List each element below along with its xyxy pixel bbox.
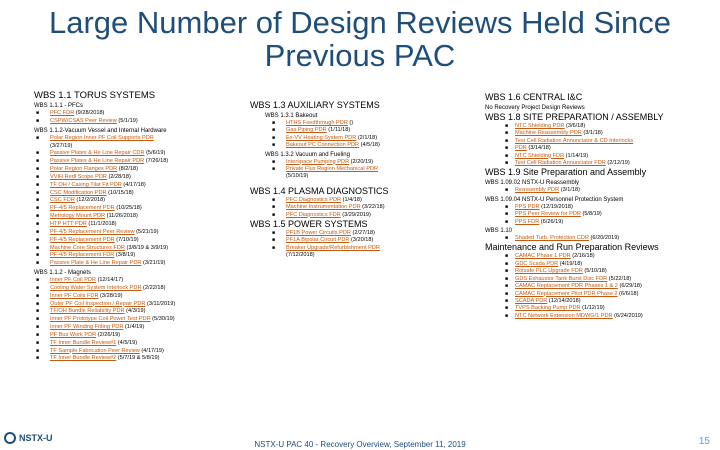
maintenance-review-list <box>485 253 717 320</box>
review-item <box>34 229 284 237</box>
review-link[interactable]: Rotsafe PLC Upgrade FDR <box>515 268 583 275</box>
review-date: (1/11/18) <box>326 127 351 134</box>
review-item <box>34 135 284 143</box>
review-date: (3/8/19 & 3/9/19) <box>124 244 169 251</box>
review-date: (5/21/19) <box>134 228 159 235</box>
review-link[interactable]: Machine Instrumentation PDR <box>286 204 361 211</box>
review-item <box>270 230 480 237</box>
review-link[interactable]: Passive Plate & He Line Repair PDR <box>50 260 142 267</box>
wbs-1-8-heading: WBS 1.8 SITE PREPARATION / ASSEMBLY <box>485 112 664 122</box>
wbs-magnets-subheading: WBS 1.1.2 - Magnets <box>34 270 92 277</box>
review-item <box>34 110 284 118</box>
diagnostics-review-list <box>270 197 480 219</box>
review-date: (2/26/19) <box>96 331 121 338</box>
review-item <box>485 187 717 194</box>
review-link[interactable]: PDR <box>515 145 527 152</box>
review-date: (10/25/18) <box>114 205 142 212</box>
review-link[interactable]: Shaded Turb. Protection CDR <box>515 235 589 242</box>
review-item <box>34 340 284 348</box>
review-link[interactable]: Passive Plates & He Line Repair CDR <box>50 150 145 157</box>
maintenance-heading: Maintenance and Run Preparation Reviews <box>485 242 659 253</box>
review-link[interactable]: GDS Exhaustor Tank Burst Disc FDR <box>515 275 608 282</box>
review-date: (5/30/19) <box>150 316 175 323</box>
review-item <box>34 285 284 293</box>
power-systems-review-list <box>270 230 480 260</box>
review-link[interactable]: PFC Diagnostics PDR <box>286 196 342 203</box>
review-item <box>34 355 284 363</box>
review-item <box>34 252 284 260</box>
review-item <box>485 276 717 283</box>
page-number: 15 <box>698 436 710 447</box>
review-item <box>485 305 717 312</box>
review-link[interactable]: TF/OH Bundle Reliability PDR <box>50 308 125 315</box>
review-item <box>34 182 284 190</box>
wbs-1-1-1-subheading: WBS 1.1.1 - PFCs <box>34 103 84 109</box>
review-item <box>270 245 480 252</box>
review-link[interactable]: PF1A Bipolar Circuit PDR <box>286 237 350 244</box>
review-link[interactable]: NTC Network Extension MDWG/1 PDR <box>515 312 613 319</box>
review-date: (1/14/19) <box>564 152 589 159</box>
review-link[interactable]: Gas Piping PDR <box>286 127 327 134</box>
review-item <box>270 212 480 219</box>
review-link[interactable]: NTC Shielding PDR <box>515 123 565 129</box>
review-date: (4/17/19) <box>139 347 164 354</box>
review-link[interactable]: TF Inner Bundle Review#2 <box>50 355 117 362</box>
review-item <box>270 120 480 127</box>
review-date: (4/17/18) <box>121 181 146 188</box>
review-link[interactable]: PPS PDR <box>515 203 540 210</box>
review-item <box>34 221 284 229</box>
review-link[interactable]: CSC FDR <box>50 197 75 204</box>
review-item <box>34 277 284 285</box>
review-date: (6/20/2019) <box>589 235 620 242</box>
review-item <box>485 145 717 152</box>
wbs-1-5-heading: WBS 1.5 POWER SYSTEMS <box>250 219 368 230</box>
review-link[interactable]: Test Cell Radiation Annunciator FDR <box>515 160 606 167</box>
review-item <box>485 219 717 226</box>
review-date: (7/10/19) <box>114 236 139 243</box>
review-date: (5/1/19) <box>116 117 138 124</box>
review-link[interactable]: SCADA PDR <box>515 297 548 304</box>
review-date: (2/12/19) <box>605 160 630 167</box>
review-item <box>485 253 717 260</box>
review-date: (7/26/18) <box>144 158 169 165</box>
bakeout-review-list <box>270 120 480 150</box>
wbs-1-4-heading: WBS 1.4 PLASMA DIAGNOSTICS <box>250 185 389 196</box>
wbs-1-10-review-list <box>485 235 717 242</box>
review-item <box>34 316 284 324</box>
review-date: (2/16/18) <box>570 253 595 260</box>
review-date: (8/2/18) <box>117 166 139 173</box>
review-date: (2/20/19) <box>349 158 374 165</box>
review-item <box>485 211 717 218</box>
review-date: (2/28/18) <box>106 173 131 180</box>
review-link[interactable]: HTHS Feedthrough PDR <box>286 120 348 126</box>
review-date: (3/22/18) <box>360 204 385 211</box>
footer-text: NSTX-U PAC 40 - Recovery Overview, September 11, 2019 <box>254 440 466 449</box>
bakeout-subheading: WBS 1.3.1 Bakeout <box>265 113 318 119</box>
review-item <box>485 291 717 298</box>
review-item <box>270 204 480 211</box>
review-date: (3/8/19) <box>114 252 136 259</box>
review-date: (5/22/18) <box>607 275 632 282</box>
review-date: (7/12/2018) <box>286 252 315 259</box>
review-link[interactable]: PF-4/5 Replacement PDR <box>50 205 115 212</box>
site-prep-column <box>485 92 717 320</box>
review-date: (1/4/18) <box>341 196 362 203</box>
review-item <box>34 205 284 213</box>
review-date: (4/19/18) <box>558 260 583 267</box>
review-link[interactable]: Breaker Upgrade/Refurbishment PDR <box>286 244 380 251</box>
review-date: (3/1/18) <box>559 187 580 194</box>
review-item <box>34 324 284 332</box>
review-date: (3/27/19) <box>50 142 73 149</box>
review-link[interactable]: PFC FDR <box>50 110 75 116</box>
wbs-1-1-heading: WBS 1.1 TORUS SYSTEMS <box>34 90 156 101</box>
review-link[interactable]: Passive Plates & He Line Repair PDR <box>50 158 145 165</box>
reassembly-review-list <box>485 187 717 194</box>
wbs-1-6-heading: WBS 1.6 CENTRAL I&C <box>485 92 583 102</box>
review-item <box>485 235 717 242</box>
review-link[interactable]: CAMAC Phase 1 PDR <box>515 253 571 260</box>
review-link[interactable]: Bakeout PC Connection PDR <box>286 142 360 149</box>
review-item <box>485 204 717 211</box>
review-date: (9/28/2018) <box>74 110 105 116</box>
review-item <box>34 166 284 174</box>
no-reviews-note: No Recovery Project Design Reviews <box>485 105 585 111</box>
pps-review-list <box>485 204 717 226</box>
review-date: (5/10/18) <box>582 268 607 275</box>
slide-title: Large Number of Design Reviews Held Since Previous PAC <box>48 5 671 73</box>
review-item <box>270 173 480 180</box>
magnets-review-list <box>34 277 284 363</box>
review-link[interactable]: Outer PF Coil Inspection / Repair PDR <box>50 300 146 307</box>
review-date: (12/14/2018) <box>547 297 581 304</box>
review-link[interactable]: TF OH / Casing Tilat Fit PDR <box>50 181 122 188</box>
review-link[interactable]: PF-4/5 Replacement FDR <box>50 252 115 259</box>
review-link[interactable]: Private Flux Region Mechanical PDR <box>286 166 379 173</box>
review-date: (1/4/19) <box>123 324 145 331</box>
review-date: (3/28/19) <box>98 292 123 299</box>
review-item <box>34 293 284 301</box>
vacuum-fueling-subheading: WBS 1.3.2 Vacuum and Fueling <box>265 151 350 158</box>
review-item <box>270 127 480 134</box>
review-item <box>34 301 284 309</box>
review-item <box>485 298 717 305</box>
review-link[interactable]: NTC Shielding FDR <box>515 152 565 159</box>
review-date: (5/6/19) <box>144 150 166 157</box>
review-link[interactable]: Reassembly PDR <box>515 187 560 194</box>
vacuum-fueling-review-list <box>270 159 480 181</box>
review-item <box>34 190 284 198</box>
review-link[interactable]: GDC Scada PDR <box>515 260 559 267</box>
review-date: (11/1/2018) <box>86 220 117 227</box>
review-date: (2/1/18) <box>356 134 378 141</box>
review-link[interactable]: PF-4/5 Replacement PDR <box>50 236 115 243</box>
review-link[interactable]: PF Bus Work PDR <box>50 331 97 338</box>
review-link[interactable]: VVIH Redl Scope PDR <box>50 173 107 180</box>
review-link[interactable]: Test Cell Radiation Annunciator & CD Interlocks <box>515 137 634 144</box>
review-date: (5/8/19) <box>580 211 602 218</box>
review-item <box>34 174 284 182</box>
review-item <box>485 138 717 145</box>
vacuum-vessel-review-list <box>34 135 284 268</box>
review-link[interactable]: PF1B Power Circuits PDR <box>286 230 351 237</box>
review-link[interactable]: Ex-VV Heating System PDR <box>286 134 357 141</box>
review-item <box>34 150 284 158</box>
review-date: (12/14/17) <box>96 277 124 284</box>
review-date: (6/26/19) <box>539 218 564 225</box>
review-link[interactable]: PF-4/5 Replacement Peer Review <box>50 228 135 235</box>
review-item <box>485 160 717 167</box>
review-item <box>270 166 480 173</box>
review-date: (4/5/18) <box>359 142 380 149</box>
review-link[interactable]: TVPS Backing Pump PDR <box>515 305 581 312</box>
review-date: (4/3/19) <box>124 308 146 315</box>
reassembly-subheading: WBS 1.09.02 NSTX-U Reassembly <box>485 180 580 187</box>
review-date: (2/22/18) <box>141 284 166 291</box>
review-item <box>485 268 717 275</box>
review-date: (3/6/18) <box>564 123 586 129</box>
review-item <box>485 261 717 268</box>
pps-subheading: WBS 1.09.04 NSTX-U Personnel Protection System <box>485 196 624 203</box>
review-date: (2/27/18) <box>350 230 375 237</box>
review-link[interactable]: Polar Region Flanges PDR <box>50 166 118 173</box>
review-link[interactable]: CSC Modification PDR <box>50 189 107 196</box>
review-item <box>485 123 717 130</box>
review-item <box>270 135 480 142</box>
nstx-u-logo-text: NSTX-U <box>19 433 53 443</box>
review-link[interactable]: Machine Core Structures FDR <box>50 244 125 251</box>
review-item <box>34 245 284 253</box>
review-item <box>270 159 480 166</box>
review-date: (11/26/2018) <box>105 213 138 220</box>
review-item <box>485 153 717 160</box>
review-item <box>34 237 284 245</box>
review-date: (6/24/2019) <box>612 312 643 319</box>
review-date: (3/14/18) <box>526 145 551 152</box>
review-date: (3/21/19) <box>141 260 166 267</box>
review-item <box>485 283 717 290</box>
review-link[interactable]: Cooling Water System Interlock PDR <box>50 284 142 291</box>
review-item <box>34 118 284 126</box>
review-item <box>270 252 480 259</box>
review-item <box>34 348 284 356</box>
review-date: (4/5/19) <box>116 339 138 346</box>
review-date: (3/20/18) <box>349 237 374 244</box>
torus-systems-column <box>34 90 284 363</box>
review-date: (12/2/2018) <box>74 197 106 204</box>
review-link[interactable]: CAMAC Replacement Pilot PDR Phase 2 <box>515 290 618 297</box>
wbs-1-1-2-vv-subheading: WBS 1.1.2-Vacuum Vessel and Internal Hardware <box>34 127 167 134</box>
wbs-1-3-heading: WBS 1.3 AUXILIARY SYSTEMS <box>250 100 380 110</box>
review-link[interactable]: Polar Region Inner PF Coil Supports PDR <box>50 134 154 141</box>
review-item <box>270 197 480 204</box>
review-item <box>34 260 284 268</box>
review-link[interactable]: Machine Reassembly PDR <box>515 130 582 137</box>
review-date: (6/6/18) <box>617 290 639 297</box>
pfc-review-list <box>34 110 284 126</box>
review-item <box>270 237 480 244</box>
review-link[interactable]: Inner PF Coil PDR <box>50 277 97 284</box>
review-link[interactable]: CSPW/CSAS Peer Review <box>50 117 117 124</box>
review-date: (5/10/19) <box>286 173 309 180</box>
wbs-1-10-subheading: WBS 1.10 <box>485 228 513 235</box>
site-prep-review-list <box>485 123 717 167</box>
review-item <box>270 142 480 149</box>
review-item <box>34 143 284 151</box>
review-date: (3/29/2019) <box>340 211 371 218</box>
review-link[interactable]: CAMAC Replacement PDR Phases 1 & 2 <box>515 283 618 290</box>
review-date: (1/12/19) <box>580 305 605 312</box>
review-item <box>34 213 284 221</box>
review-date: (3/11/2019) <box>145 300 176 307</box>
review-date: (6/29/18) <box>617 283 642 290</box>
wbs-1-9-heading: WBS 1.9 Site Preparation and Assembly <box>485 167 647 178</box>
review-date: (12/19/2018) <box>539 203 573 210</box>
review-date: () <box>347 120 354 126</box>
review-date: (3/1/18) <box>581 130 603 137</box>
review-item <box>485 313 717 320</box>
review-link[interactable]: PPS FDR <box>515 218 540 225</box>
review-item <box>34 197 284 205</box>
review-date: (10/15/18) <box>106 189 134 196</box>
review-link[interactable]: TF Sample Fabrication Peer Review <box>50 347 140 354</box>
review-item <box>34 332 284 340</box>
review-link[interactable]: Metrology Mount PDR <box>50 213 106 220</box>
review-link[interactable]: Inner PF Coils FDR <box>50 292 99 299</box>
review-link[interactable]: Inner PF Winding Fitting PDR <box>50 324 124 331</box>
review-link[interactable]: HTP HTT PDR <box>50 220 87 227</box>
review-link[interactable]: TF Inner Bundle Review#1 <box>50 339 117 346</box>
review-link[interactable]: Inner PF Prototype Coil Power Test PDR <box>50 316 151 323</box>
review-date: (5/7/19 & 5/8/19) <box>116 355 160 362</box>
review-link[interactable]: Interspace Pumping PDR <box>286 158 350 165</box>
review-item <box>34 308 284 316</box>
review-item <box>485 130 717 137</box>
review-link[interactable]: PFC Diagnostics FDR <box>286 211 341 218</box>
auxiliary-column <box>250 100 480 260</box>
review-item <box>34 158 284 166</box>
review-link[interactable]: PPS Peer Review for PDR <box>515 211 581 218</box>
